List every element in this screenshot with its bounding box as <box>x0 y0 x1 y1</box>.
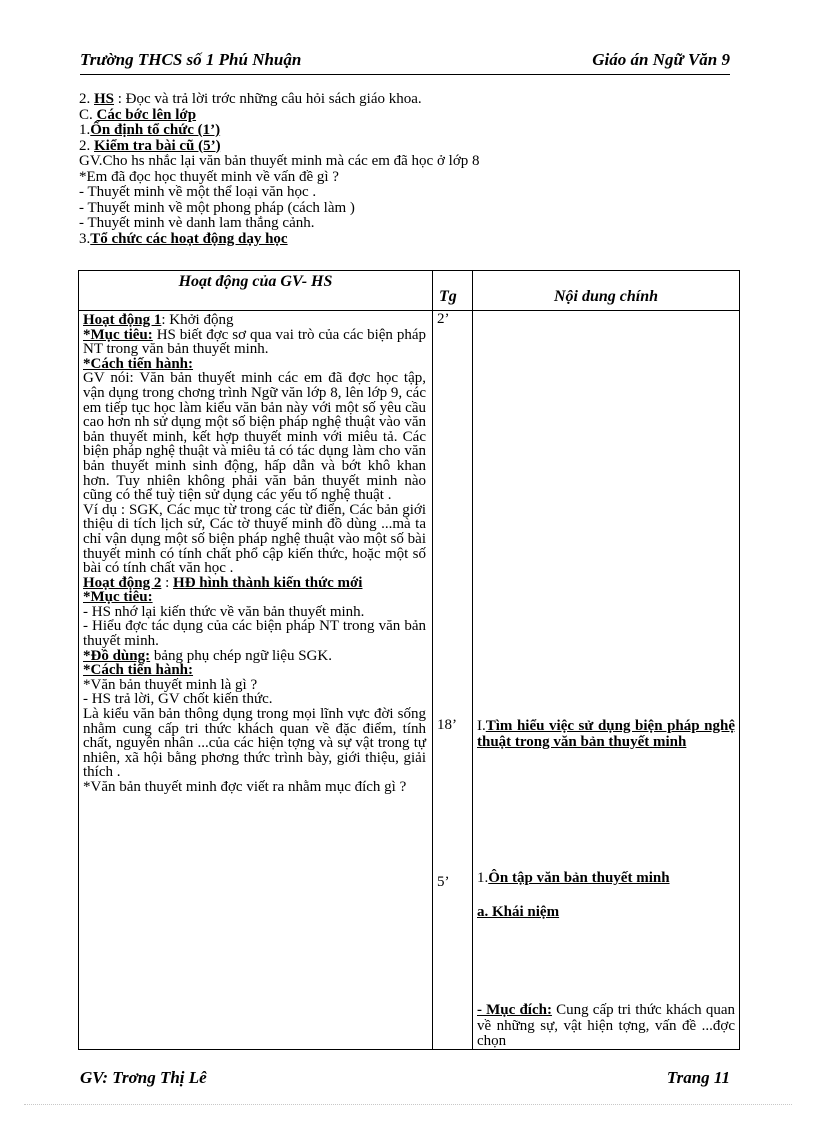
intro-line: 1.Ổn định tổ chức (1’) <box>79 122 221 138</box>
table-body-row <box>79 311 740 1050</box>
activity-line: *Mục tiêu: HS biết đợc sơ qua vai trò của các biện pháp NT trong văn bản thuyết minh. <box>83 326 426 358</box>
header-content: Nội dung chính <box>473 271 740 311</box>
activity-line: *Văn bản thuyết minh là gì ? <box>83 676 258 693</box>
intro-line: - Thuyết minh về một phong pháp (cách làm ) <box>79 199 355 216</box>
table-header-row <box>79 271 740 311</box>
header-activity: Hoạt động của GV- HS <box>79 271 433 311</box>
intro-line: - Thuyết minh vè danh lam thắng cảnh. <box>79 215 315 231</box>
activity-line: Hoạt động 2 : HĐ hình thành kiến thức mới <box>83 574 363 591</box>
page-divider <box>24 1104 792 1105</box>
time-value: 2’ <box>437 311 450 327</box>
activity-line: Hoạt động 1: Khởi động <box>83 312 234 328</box>
intro-line: 2. Kiểm tra bài cũ (5’) <box>79 137 221 154</box>
activity-line: *Văn bản thuyết minh đợc viết ra nhằm mục đích gì ? <box>83 779 407 795</box>
activity-line: *Cách tiến hành: <box>83 662 194 679</box>
activity-line: *Cách tiến hành: <box>83 355 194 372</box>
header-time: Tg <box>433 271 473 311</box>
time-value: 18’ <box>437 717 457 733</box>
content-subheading: a. Khái niệm <box>477 904 560 920</box>
teacher-name: GV: Trơng Thị Lê <box>80 1068 207 1087</box>
intro-line: *Em đã đọc học thuyết minh về vấn đề gì ? <box>79 168 339 185</box>
activity-line: GV nói: Văn bản thuyết minh các em đã đợc học tập, vận dụng trong chơng trình Ngữ văn lớp 8, lên lớp 9, các em tiếp tục học làm kiểu văn bản này với một số yêu cầu cao hơn nh sử dụng một số biện pháp nghệ thuật vào văn bản thuyết minh, kết hợp thuyết minh với miêu tả. Các biện pháp nghệ thuật và miêu tả có tác dụng làm cho văn bản thuyết minh sinh động, hấp dẫn và bớt khô khan hơn. Tuy nhiên không phải văn bản thuyết minh nào cũng có thể tuỳ tiện sử dụng các yếu tố nghệ thuật . <box>83 370 426 504</box>
intro-line: - Thuyết minh về một thể loại văn học . <box>79 184 317 200</box>
page-header <box>80 48 730 75</box>
content-section-heading: I.Tìm hiểu việc sử dụng biện pháp nghệ thuật trong văn bản thuyết minh <box>477 718 735 750</box>
intro-line: C. Các bớc lên lớp <box>79 106 197 123</box>
subject-title: Giáo án Ngữ Văn 9 <box>592 50 730 69</box>
page-number: Trang 11 <box>666 1068 730 1087</box>
intro-line: 2. HS : Đọc và trả lời trớc những câu hỏi sách giáo khoa. <box>79 91 422 107</box>
activity-line: *Mục tiêu: <box>83 589 153 606</box>
intro-section <box>79 92 739 247</box>
activity-line: - Hiểu đợc tác dụng của các biện pháp NT trong văn bản thuyết minh. <box>83 618 426 650</box>
content-cell <box>473 311 740 1050</box>
time-cell <box>433 311 473 1050</box>
activity-line: - HS nhớ lại kiến thức về văn bản thuyết minh. <box>83 603 365 620</box>
activity-line: Là kiểu văn bản thông dụng trong mọi lĩnh vực đời sống nhằm cung cấp tri thức khách quan về đặc điểm, tính chất, nguyên nhân ...của các hiện tợng và sự vật trong tự nhiên, xã hội bằng phơng thức trình bày, giới thiệu, giải thích . <box>83 706 426 781</box>
activity-line: - HS trả lời, GV chốt kiến thức. <box>83 691 273 708</box>
activity-line: Ví dụ : SGK, Các mục từ trong các từ điển, Các bản giới thiệu di tích lịch sử, Các tờ thuyế minh đồ dùng ...mà ta chỉ vận dụng một số biện pháp nghệ thuật vào một số bài thuyết minh có tính chất phổ cập kiến thức, hoặc một số bài có tính chất văn học . <box>83 501 426 577</box>
content-purpose: - Mục đích: Cung cấp tri thức khách quan về những sự, vật hiện tợng, vấn đề ...đợc chọn <box>477 1002 735 1049</box>
activity-line: *Đồ dùng: bảng phụ chép ngữ liệu SGK. <box>83 647 332 664</box>
intro-line: 3.Tổ chức các hoạt động dạy học <box>79 230 288 247</box>
school-name: Trường THCS số 1 Phú Nhuận <box>80 50 302 69</box>
content-item-heading: 1.Ôn tập văn bản thuyết minh <box>477 870 670 886</box>
intro-line: GV.Cho hs nhắc lại văn bản thuyết minh mà các em đã học ở lớp 8 <box>79 153 480 169</box>
activity-cell <box>79 311 433 1050</box>
page-footer <box>80 1068 730 1088</box>
lesson-table <box>78 270 740 1050</box>
time-value: 5’ <box>437 874 450 890</box>
